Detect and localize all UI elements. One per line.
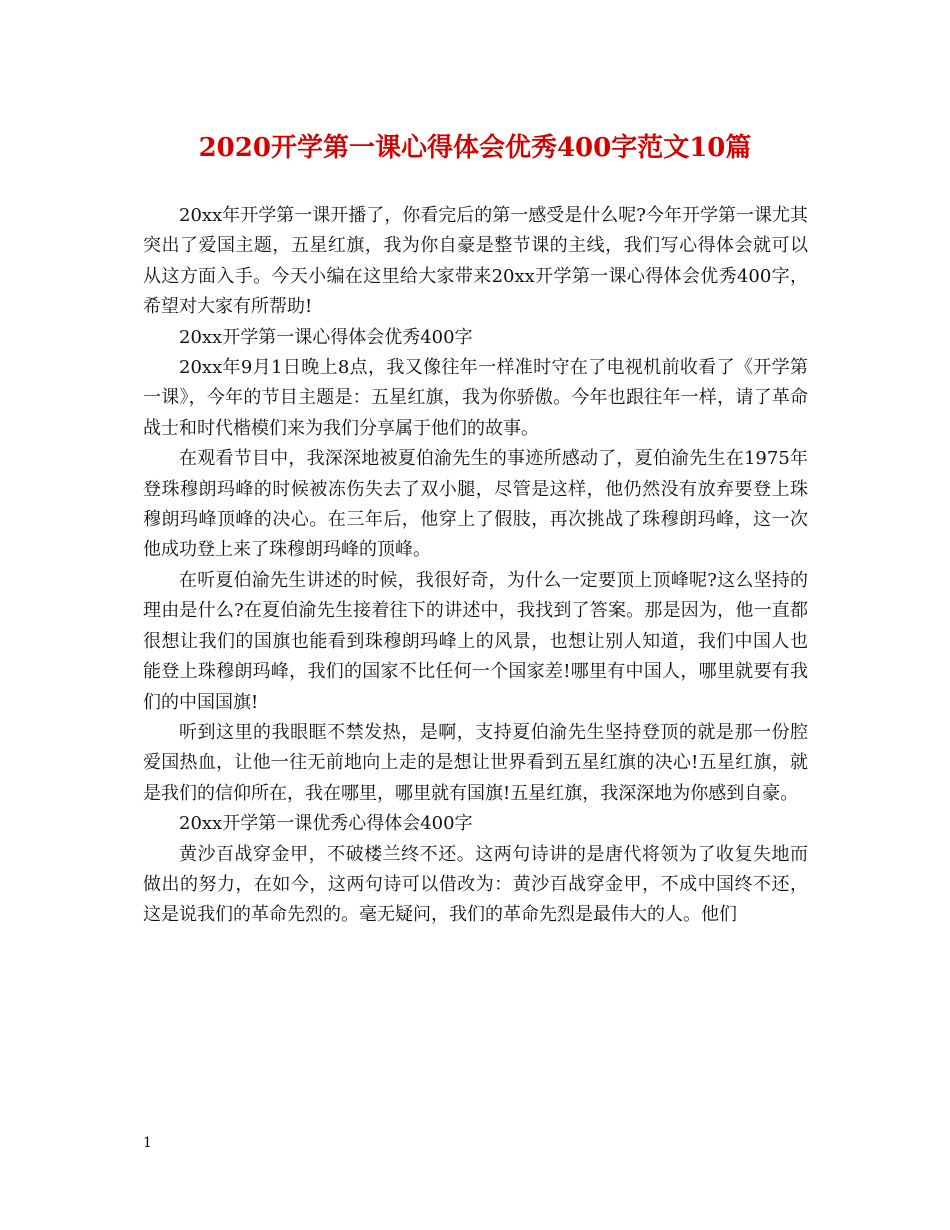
page-number: 1 bbox=[143, 1135, 152, 1151]
document-body bbox=[143, 201, 808, 931]
body-paragraph: 在观看节目中，我深深地被夏伯渝先生的事迹所感动了，夏伯渝先生在1975年登珠穆朗玛峰的时候被冻伤失去了双小腿，尽管是这样，他仍然没有放弃要登上珠穆朗玛峰顶峰的决心。在三年后，他穿上了假肢，再次挑战了珠穆朗玛峰，这一次他成功登上来了珠穆朗玛峰的顶峰。 bbox=[143, 448, 808, 561]
section-heading-1: 20xx开学第一课心得体会优秀400字 bbox=[179, 326, 473, 348]
intro-paragraph: 20xx年开学第一课开播了，你看完后的第一感受是什么呢?今年开学第一课尤其突出了爱国主题，五星红旗，我为你自豪是整节课的主线，我们写心得体会就可以从这方面入手。今天小编在这里给大家带来20xx开学第一课心得体会优秀400字，希望对大家有所帮助! bbox=[143, 205, 808, 318]
document-title: 2020开学第一课心得体会优秀400字范文10篇 bbox=[198, 133, 752, 163]
section-heading-2: 20xx开学第一课优秀心得体会400字 bbox=[179, 813, 473, 835]
body-paragraph: 20xx年9月1日晚上8点，我又像往年一样准时守在了电视机前收看了《开学第一课》，今年的节目主题是：五星红旗，我为你骄傲。今年也跟往年一样，请了革命战士和时代楷模们来为我们分享属于他们的故事。 bbox=[143, 357, 808, 439]
body-paragraph: 黄沙百战穿金甲，不破楼兰终不还。这两句诗讲的是唐代将领为了收复失地而做出的努力，在如今，这两句诗可以借改为：黄沙百战穿金甲，不成中国终不还，这是说我们的革命先烈的。毫无疑问，我们的革命先烈是最伟大的人。他们 bbox=[143, 843, 808, 926]
body-paragraph: 在听夏伯渝先生讲述的时候，我很好奇，为什么一定要顶上顶峰呢?这么坚持的理由是什么?在夏伯渝先生接着往下的讲述中，我找到了答案。那是因为，他一直都很想让我们的国旗也能看到珠穆朗玛峰上的风景，也想让别人知道，我们中国人也能登上珠穆朗玛峰，我们的国家不比任何一个国家差!哪里有中国人，哪里就要有我们的中国国旗! bbox=[143, 569, 808, 713]
body-paragraph: 听到这里的我眼眶不禁发热，是啊，支持夏伯渝先生坚持登顶的就是那一份腔爱国热血，让他一往无前地向上走的是想让世界看到五星红旗的决心!五星红旗，就是我们的信仰所在，我在哪里，哪里就有国旗!五星红旗，我深深地为你感到自豪。 bbox=[143, 721, 808, 804]
